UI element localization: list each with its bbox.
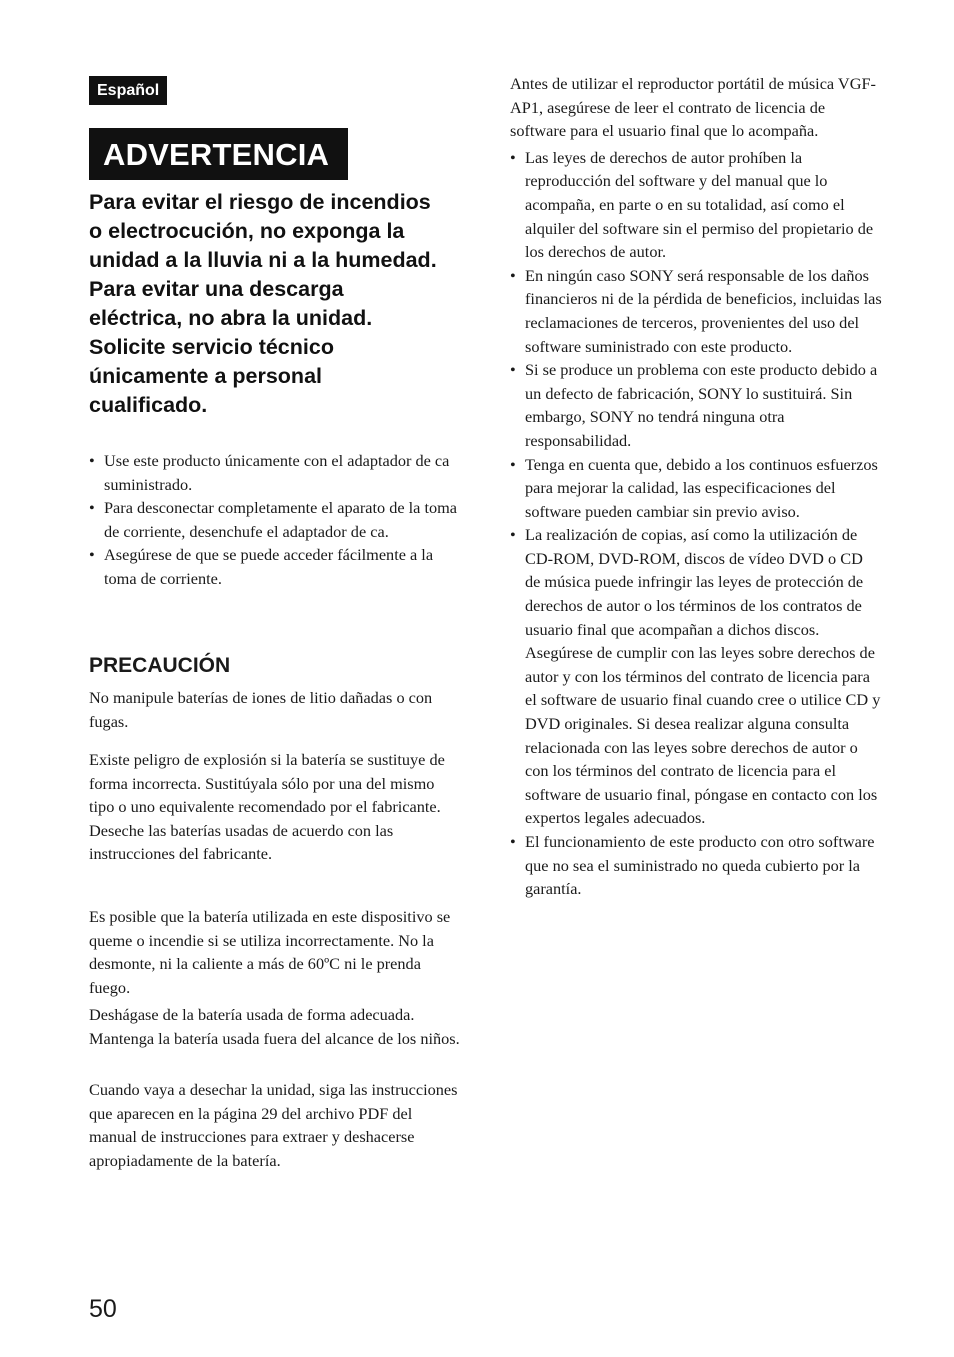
precaution-paragraph: No manipule baterías de iones de litio dañadas o con fugas. bbox=[89, 688, 433, 731]
list-item: • El funcionamiento de este producto con otro software que no sea el suministrado no queda cubierto por la garantía. bbox=[510, 830, 882, 901]
language-tag: Español bbox=[89, 76, 167, 105]
precaution-paragraph: Existe peligro de explosión si la batería se sustituye de forma incorrecta. Sustitúyala sólo por una del mismo tipo o uno equivalente recomendado por el fabricante. Deseche las baterías usadas de acuerdo con las instrucciones del fabricante. bbox=[89, 750, 445, 864]
warning-line: Para evitar el riesgo de incendios bbox=[89, 190, 431, 214]
precaution-paragraph: Deshágase de la batería usada de forma adecuada. Mantenga la batería usada fuera del alcance de los niños. bbox=[89, 1005, 460, 1048]
license-intro: Antes de utilizar el reproductor portátil de música VGF-AP1, asegúrese de leer el contrato de licencia de software para el usuario final que lo acompaña. bbox=[510, 74, 876, 141]
list-item: • En ningún caso SONY será responsable de los daños financieros ni de la pérdida de beneficios, incluidas las reclamaciones de terceros, provenientes del uso del software suministrado con este producto. bbox=[510, 264, 882, 358]
list-item: • Si se produce un problema con este producto debido a un defecto de fabricación, SONY lo sustituirá. Sin embargo, SONY no tendrá ninguna otra responsabilidad. bbox=[510, 358, 882, 452]
precaution-paragraph: Cuando vaya a desechar la unidad, siga las instrucciones que aparecen en la página 29 del archivo PDF del manual de instrucciones para extraer y deshacerse apropiadamente de la batería. bbox=[89, 1080, 458, 1170]
warning-line: eléctrica, no abra la unidad. bbox=[89, 306, 373, 330]
list-item: • Tenga en cuenta que, debido a los continuos esfuerzos para mejorar la calidad, las especificaciones del software pueden cambiar sin previo aviso. bbox=[510, 453, 882, 524]
list-item: • La realización de copias, así como la utilización de CD-ROM, DVD-ROM, discos de vídeo DVD o CD de música puede infringir las leyes de protección de derechos de autor o los términos de los contratos de usuario final que acompañan a dichos discos. Asegúrese de cumplir con las leyes sobre derechos de autor y con los términos del contrato de licencia para el software de usuario final cuando cree o utilice CD y DVD originales. Si desea realizar alguna consulta relacionada con las leyes sobre derechos de autor o con los términos del contrato de licencia para el software de usuario final, póngase en contacto con los expertos legales adecuados. bbox=[510, 523, 882, 830]
warning-line: cualificado. bbox=[89, 393, 208, 417]
safety-bullet-list bbox=[89, 449, 465, 591]
list-item: • Las leyes de derechos de autor prohíben la reproducción del software y del manual que lo acompaña, en parte o en su totalidad, así como el alquiler del software sin el permiso del propietario de los derechos de autor. bbox=[510, 146, 882, 264]
page-number: 50 bbox=[89, 1295, 117, 1323]
license-bullet-list bbox=[510, 146, 882, 901]
list-item: • Use este producto únicamente con el adaptador de ca suministrado. bbox=[89, 449, 465, 496]
page-title: ADVERTENCIA bbox=[89, 128, 348, 180]
warning-line: Solicite servicio técnico bbox=[89, 335, 334, 359]
warning-line: o electrocución, no exponga la bbox=[89, 219, 405, 243]
precaution-heading: PRECAUCIÓN bbox=[89, 654, 231, 677]
list-item: • Para desconectar completamente el aparato de la toma de corriente, desenchufe el adaptador de ca. bbox=[89, 496, 465, 543]
license-column bbox=[510, 72, 882, 901]
warning-text bbox=[89, 188, 469, 420]
warning-line: unidad a la lluvia ni a la humedad. bbox=[89, 248, 437, 272]
warning-line: Para evitar una descarga bbox=[89, 277, 344, 301]
precaution-paragraph: Es posible que la batería utilizada en este dispositivo se queme o incendie si se utiliza incorrectamente. No la desmonte, ni la caliente a más de 60ºC ni le prenda fuego. bbox=[89, 907, 451, 997]
list-item: • Asegúrese de que se puede acceder fácilmente a la toma de corriente. bbox=[89, 543, 465, 590]
warning-line: únicamente a personal bbox=[89, 364, 322, 388]
